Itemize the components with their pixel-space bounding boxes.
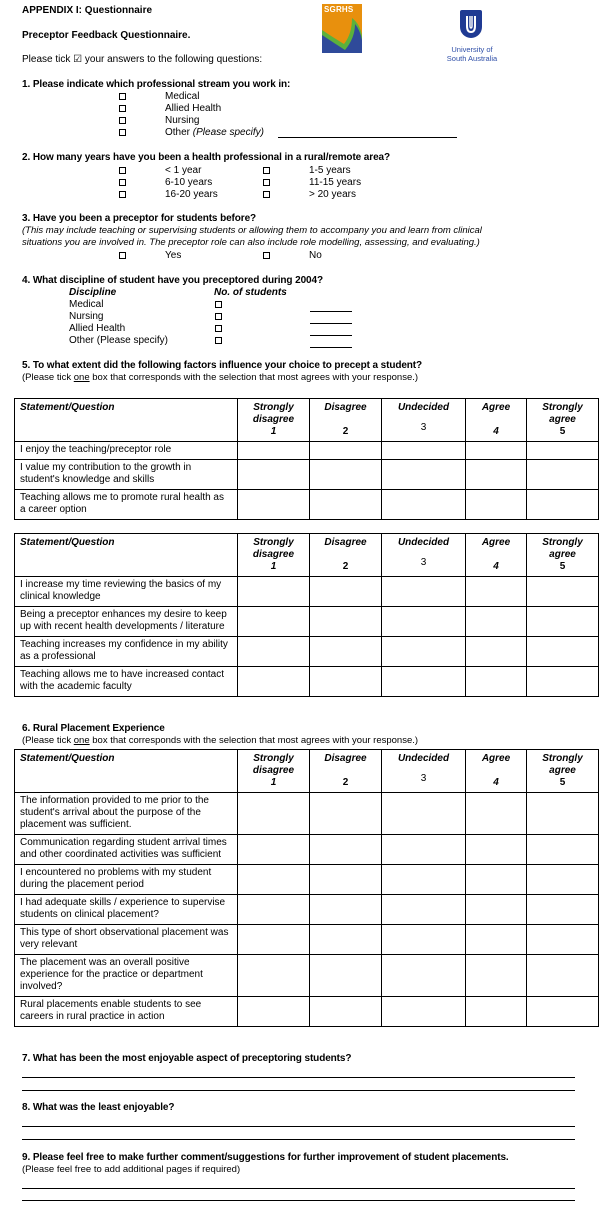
scale-5-line1: Strongly <box>542 753 583 764</box>
statement-cell: I had adequate skills / experience to supervise students on clinical placement? <box>15 895 238 925</box>
q1-other-specify-field[interactable] <box>278 137 457 138</box>
table-row <box>15 460 599 490</box>
q6-label: 6. Rural Placement Experience <box>22 723 165 734</box>
q4-checkbox-nursing[interactable] <box>215 313 222 320</box>
likert-header-row <box>15 399 599 442</box>
rating-cell-1[interactable] <box>238 865 310 895</box>
q4-count-allied-health-field[interactable] <box>310 335 352 336</box>
q4-col-students: No. of students <box>214 287 287 298</box>
q3-option-no: No <box>309 250 322 261</box>
scale-header-5 <box>527 750 599 793</box>
rating-cell-1[interactable] <box>238 997 310 1027</box>
rating-cell-3[interactable] <box>382 442 466 460</box>
rating-cell-4[interactable] <box>466 997 527 1027</box>
scale-header-5 <box>527 399 599 442</box>
q2-label: 2. How many years have you been a health professional in a rural/remote area? <box>22 152 390 163</box>
rating-cell-2[interactable] <box>310 577 382 607</box>
rating-cell-5[interactable] <box>527 925 599 955</box>
rating-cell-4[interactable] <box>466 577 527 607</box>
rating-cell-1[interactable] <box>238 925 310 955</box>
q3-label: 3. Have you been a preceptor for students before? <box>22 213 257 224</box>
rating-cell-3[interactable] <box>382 637 466 667</box>
rating-cell-2[interactable] <box>310 460 382 490</box>
scale-1-num: 1 <box>270 777 277 788</box>
rating-cell-1[interactable] <box>238 490 310 520</box>
q6-note <box>22 735 418 746</box>
rating-cell-4[interactable] <box>466 442 527 460</box>
scale-4-num: 4 <box>493 777 499 788</box>
rating-cell-5[interactable] <box>527 637 599 667</box>
instructions <box>22 54 262 65</box>
q2-option-gt20: > 20 years <box>309 189 356 200</box>
rating-cell-1[interactable] <box>238 460 310 490</box>
table-row <box>15 607 599 637</box>
scale-1-line1: Strongly <box>253 537 294 548</box>
q2-checkbox-1-5[interactable] <box>263 167 270 174</box>
q1-checkbox-allied-health[interactable] <box>119 105 126 112</box>
rating-cell-3[interactable] <box>382 667 466 697</box>
table-row <box>15 865 599 895</box>
form-title: Preceptor Feedback Questionnaire. <box>22 30 191 41</box>
q1-checkbox-other[interactable] <box>119 129 126 136</box>
rating-cell-5[interactable] <box>527 997 599 1027</box>
rating-cell-3[interactable] <box>382 955 466 997</box>
scale-5-num: 5 <box>559 561 566 572</box>
rating-cell-5[interactable] <box>527 607 599 637</box>
appendix-title: APPENDIX I: Questionnaire <box>22 5 153 16</box>
scale-1-num: 1 <box>270 561 277 572</box>
scale-2-line1: Disagree <box>324 402 367 413</box>
sgrhs-wave-graphic <box>322 4 362 53</box>
checkbox-checked-icon: ☑ <box>73 54 83 65</box>
rating-cell-4[interactable] <box>466 955 527 997</box>
scale-1-line1: Strongly <box>253 753 294 764</box>
statement-cell: The information provided to me prior to the student's arrival about the purpose of the placement was sufficient. <box>15 793 238 835</box>
sgrhs-logo-label: SGRHS <box>324 5 354 14</box>
rating-cell-2[interactable] <box>310 667 382 697</box>
table-row <box>15 955 599 997</box>
likert-table-3 <box>14 749 599 1027</box>
q2-option-lt1: < 1 year <box>165 165 202 176</box>
q3-option-yes: Yes <box>165 250 182 261</box>
rating-cell-1[interactable] <box>238 667 310 697</box>
sgrhs-logo <box>322 4 362 53</box>
rating-cell-1[interactable] <box>238 637 310 667</box>
scale-5-line2: agree <box>549 765 576 776</box>
table-row <box>15 490 599 520</box>
q8-answer-line-1[interactable] <box>22 1126 575 1127</box>
rating-cell-2[interactable] <box>310 607 382 637</box>
q4-row-allied-health: Allied Health <box>69 323 126 334</box>
q1-option-medical: Medical <box>165 91 200 102</box>
q9-answer-line-1[interactable] <box>22 1188 575 1189</box>
q5-note-prefix: (Please tick <box>22 372 74 383</box>
q5-label: 5. To what extent did the following factors influence your choice to precept a student? <box>22 360 423 371</box>
q3-note-line1: (This may include teaching or supervising students or allowing them to accompany you and learn from clinical <box>22 225 482 236</box>
q2-checkbox-11-15[interactable] <box>263 179 270 186</box>
q7-answer-line-1[interactable] <box>22 1077 575 1078</box>
q1-option-nursing: Nursing <box>165 115 200 126</box>
scale-3-line1: Undecided <box>397 402 450 413</box>
statement-cell: I enjoy the teaching/preceptor role <box>15 442 238 460</box>
q4-count-medical-field[interactable] <box>310 311 352 312</box>
q6-note-one: one <box>73 735 90 746</box>
rating-cell-5[interactable] <box>527 955 599 997</box>
scale-header-2 <box>310 750 382 793</box>
q8-label: 8. What was the least enjoyable? <box>22 1102 175 1113</box>
rating-cell-4[interactable] <box>466 793 527 835</box>
q2-option-11-15: 11-15 years <box>309 177 362 188</box>
scale-1-line2: disagree <box>252 414 295 425</box>
q1-option-allied-health: Allied Health <box>165 103 222 114</box>
rating-cell-3[interactable] <box>382 997 466 1027</box>
q2-checkbox-lt1[interactable] <box>119 167 126 174</box>
q4-col-discipline: Discipline <box>69 287 117 298</box>
scale-header-3 <box>382 750 466 793</box>
rating-cell-2[interactable] <box>310 925 382 955</box>
scale-2-num: 2 <box>342 561 349 572</box>
scale-5-line2: agree <box>549 549 576 560</box>
table-row <box>15 667 599 697</box>
rating-cell-3[interactable] <box>382 925 466 955</box>
statement-cell: Teaching increases my confidence in my ability as a professional <box>15 637 238 667</box>
instruction-prefix: Please tick <box>22 54 71 65</box>
table-row <box>15 997 599 1027</box>
q4-row-other: Other (Please specify) <box>69 335 168 346</box>
scale-1-line2: disagree <box>252 765 295 776</box>
scale-header-4 <box>466 534 527 577</box>
q6-note-suffix: box that corresponds with the selection that most agrees with your response.) <box>89 735 419 746</box>
statement-cell: I value my contribution to the growth in student's knowledge and skills <box>15 460 238 490</box>
statement-cell: This type of short observational placement was very relevant <box>15 925 238 955</box>
rating-cell-2[interactable] <box>310 865 382 895</box>
q4-count-nursing-field[interactable] <box>310 323 352 324</box>
q6-note-prefix: (Please tick <box>22 735 74 746</box>
table-row <box>15 895 599 925</box>
rating-cell-5[interactable] <box>527 865 599 895</box>
scale-header-1 <box>238 750 310 793</box>
rating-cell-2[interactable] <box>310 637 382 667</box>
scale-header-2 <box>310 534 382 577</box>
q7-answer-line-2[interactable] <box>22 1090 575 1091</box>
q9-note: (Please feel free to add additional pages if required) <box>22 1164 241 1175</box>
rating-cell-3[interactable] <box>382 607 466 637</box>
statement-cell: Being a preceptor enhances my desire to keep up with recent health developments / literature <box>15 607 238 637</box>
q9-label: 9. Please feel free to make further comment/suggestions for further improvement of student placements. <box>22 1152 509 1163</box>
scale-4-num: 4 <box>493 561 499 572</box>
rating-cell-1[interactable] <box>238 442 310 460</box>
rating-cell-3[interactable] <box>382 793 466 835</box>
scale-3-num: 3 <box>420 422 427 433</box>
likert-header-row <box>15 750 599 793</box>
rating-cell-1[interactable] <box>238 793 310 835</box>
q1-option-other <box>165 127 264 138</box>
scale-3-num: 3 <box>420 557 427 568</box>
rating-cell-4[interactable] <box>466 667 527 697</box>
q1-label: 1. Please indicate which professional stream you work in: <box>22 79 291 90</box>
scale-4-line1: Agree <box>481 402 511 413</box>
table-row <box>15 577 599 607</box>
rating-cell-5[interactable] <box>527 460 599 490</box>
table-row <box>15 925 599 955</box>
scale-header-1 <box>238 399 310 442</box>
q8-answer-line-2[interactable] <box>22 1139 575 1140</box>
q4-checkbox-other[interactable] <box>215 337 222 344</box>
rating-cell-2[interactable] <box>310 442 382 460</box>
statement-cell: I increase my time reviewing the basics of my clinical knowledge <box>15 577 238 607</box>
rating-cell-2[interactable] <box>310 793 382 835</box>
scale-5-line2: agree <box>549 414 576 425</box>
q1-other-label: Other <box>165 127 191 138</box>
scale-header-3 <box>382 399 466 442</box>
scale-5-line1: Strongly <box>542 537 583 548</box>
statement-header: Statement/Question <box>15 534 238 577</box>
q1-checkbox-medical[interactable] <box>119 93 126 100</box>
rating-cell-4[interactable] <box>466 460 527 490</box>
scale-header-4 <box>466 399 527 442</box>
q2-checkbox-6-10[interactable] <box>119 179 126 186</box>
scale-2-num: 2 <box>342 426 349 437</box>
table-row <box>15 442 599 460</box>
scale-4-line1: Agree <box>481 537 511 548</box>
q4-count-other-field[interactable] <box>310 347 352 348</box>
instruction-suffix: your answers to the following questions: <box>84 54 263 65</box>
q5-note-suffix: box that corresponds with the selection that most agrees with your response.) <box>89 372 419 383</box>
scale-1-line1: Strongly <box>253 402 294 413</box>
q4-row-nursing: Nursing <box>69 311 104 322</box>
scale-header-5 <box>527 534 599 577</box>
scale-3-line1: Undecided <box>397 753 450 764</box>
q4-checkbox-medical[interactable] <box>215 301 222 308</box>
table-row <box>15 793 599 835</box>
scale-1-num: 1 <box>270 426 277 437</box>
q2-option-1-5: 1-5 years <box>309 165 351 176</box>
unisa-logo-text <box>442 45 502 63</box>
q4-checkbox-allied-health[interactable] <box>215 325 222 332</box>
statement-header: Statement/Question <box>15 750 238 793</box>
scale-2-line1: Disagree <box>324 753 367 764</box>
likert-table-1 <box>14 398 599 520</box>
q3-checkbox-yes[interactable] <box>119 252 126 259</box>
scale-4-line1: Agree <box>481 753 511 764</box>
rating-cell-5[interactable] <box>527 667 599 697</box>
scale-1-line2: disagree <box>252 549 295 560</box>
q4-row-medical: Medical <box>69 299 104 310</box>
q2-checkbox-gt20[interactable] <box>263 191 270 198</box>
q2-checkbox-16-20[interactable] <box>119 191 126 198</box>
rating-cell-4[interactable] <box>466 835 527 865</box>
statement-cell: Teaching allows me to have increased contact with the academic faculty <box>15 667 238 697</box>
q1-other-hint: (Please specify) <box>192 127 264 138</box>
q4-label: 4. What discipline of student have you preceptored during 2004? <box>22 275 323 286</box>
rating-cell-4[interactable] <box>466 895 527 925</box>
scale-3-num: 3 <box>420 773 427 784</box>
statement-header: Statement/Question <box>15 399 238 442</box>
unisa-shield-icon <box>460 10 482 38</box>
statement-cell: Rural placements enable students to see careers in rural practice in action <box>15 997 238 1027</box>
q7-label: 7. What has been the most enjoyable aspect of preceptoring students? <box>22 1053 352 1064</box>
q2-option-6-10: 6-10 years <box>165 177 213 188</box>
rating-cell-5[interactable] <box>527 442 599 460</box>
statement-cell: Communication regarding student arrival times and other coordinated activities was sufficient <box>15 835 238 865</box>
q9-answer-line-2[interactable] <box>22 1200 575 1201</box>
q5-note-one: one <box>73 372 90 383</box>
rating-cell-1[interactable] <box>238 895 310 925</box>
rating-cell-5[interactable] <box>527 490 599 520</box>
rating-cell-3[interactable] <box>382 865 466 895</box>
scale-2-num: 2 <box>342 777 349 788</box>
q3-note-line2: situations you are involved in. The preceptor role can also include role modelling, assessing, and evaluating.) <box>22 237 480 248</box>
scale-header-1 <box>238 534 310 577</box>
scale-5-num: 5 <box>559 426 566 437</box>
statement-cell: The placement was an overall positive experience for the practice or department involved? <box>15 955 238 997</box>
rating-cell-4[interactable] <box>466 637 527 667</box>
unisa-line1: University of <box>451 45 493 54</box>
rating-cell-4[interactable] <box>466 925 527 955</box>
rating-cell-5[interactable] <box>527 793 599 835</box>
likert-table-2 <box>14 533 599 697</box>
rating-cell-2[interactable] <box>310 835 382 865</box>
scale-5-num: 5 <box>559 777 566 788</box>
scale-header-3 <box>382 534 466 577</box>
rating-cell-5[interactable] <box>527 895 599 925</box>
rating-cell-1[interactable] <box>238 955 310 997</box>
rating-cell-3[interactable] <box>382 895 466 925</box>
rating-cell-3[interactable] <box>382 835 466 865</box>
rating-cell-3[interactable] <box>382 490 466 520</box>
q5-note <box>22 372 418 383</box>
rating-cell-4[interactable] <box>466 490 527 520</box>
rating-cell-1[interactable] <box>238 607 310 637</box>
rating-cell-4[interactable] <box>466 607 527 637</box>
scale-3-line1: Undecided <box>397 537 450 548</box>
rating-cell-3[interactable] <box>382 460 466 490</box>
scale-header-2 <box>310 399 382 442</box>
scale-4-num: 4 <box>493 426 499 437</box>
rating-cell-2[interactable] <box>310 895 382 925</box>
q2-option-16-20: 16-20 years <box>165 189 218 200</box>
statement-cell: Teaching allows me to promote rural health as a career option <box>15 490 238 520</box>
table-row <box>15 835 599 865</box>
statement-cell: I encountered no problems with my student during the placement period <box>15 865 238 895</box>
rating-cell-5[interactable] <box>527 577 599 607</box>
scale-2-line1: Disagree <box>324 537 367 548</box>
rating-cell-2[interactable] <box>310 490 382 520</box>
rating-cell-2[interactable] <box>310 955 382 997</box>
rating-cell-5[interactable] <box>527 835 599 865</box>
scale-5-line1: Strongly <box>542 402 583 413</box>
scale-header-4 <box>466 750 527 793</box>
q3-checkbox-no[interactable] <box>263 252 270 259</box>
rating-cell-1[interactable] <box>238 835 310 865</box>
rating-cell-2[interactable] <box>310 997 382 1027</box>
rating-cell-4[interactable] <box>466 865 527 895</box>
q1-checkbox-nursing[interactable] <box>119 117 126 124</box>
rating-cell-1[interactable] <box>238 577 310 607</box>
rating-cell-3[interactable] <box>382 577 466 607</box>
unisa-line2: South Australia <box>446 54 498 63</box>
likert-header-row <box>15 534 599 577</box>
table-row <box>15 637 599 667</box>
